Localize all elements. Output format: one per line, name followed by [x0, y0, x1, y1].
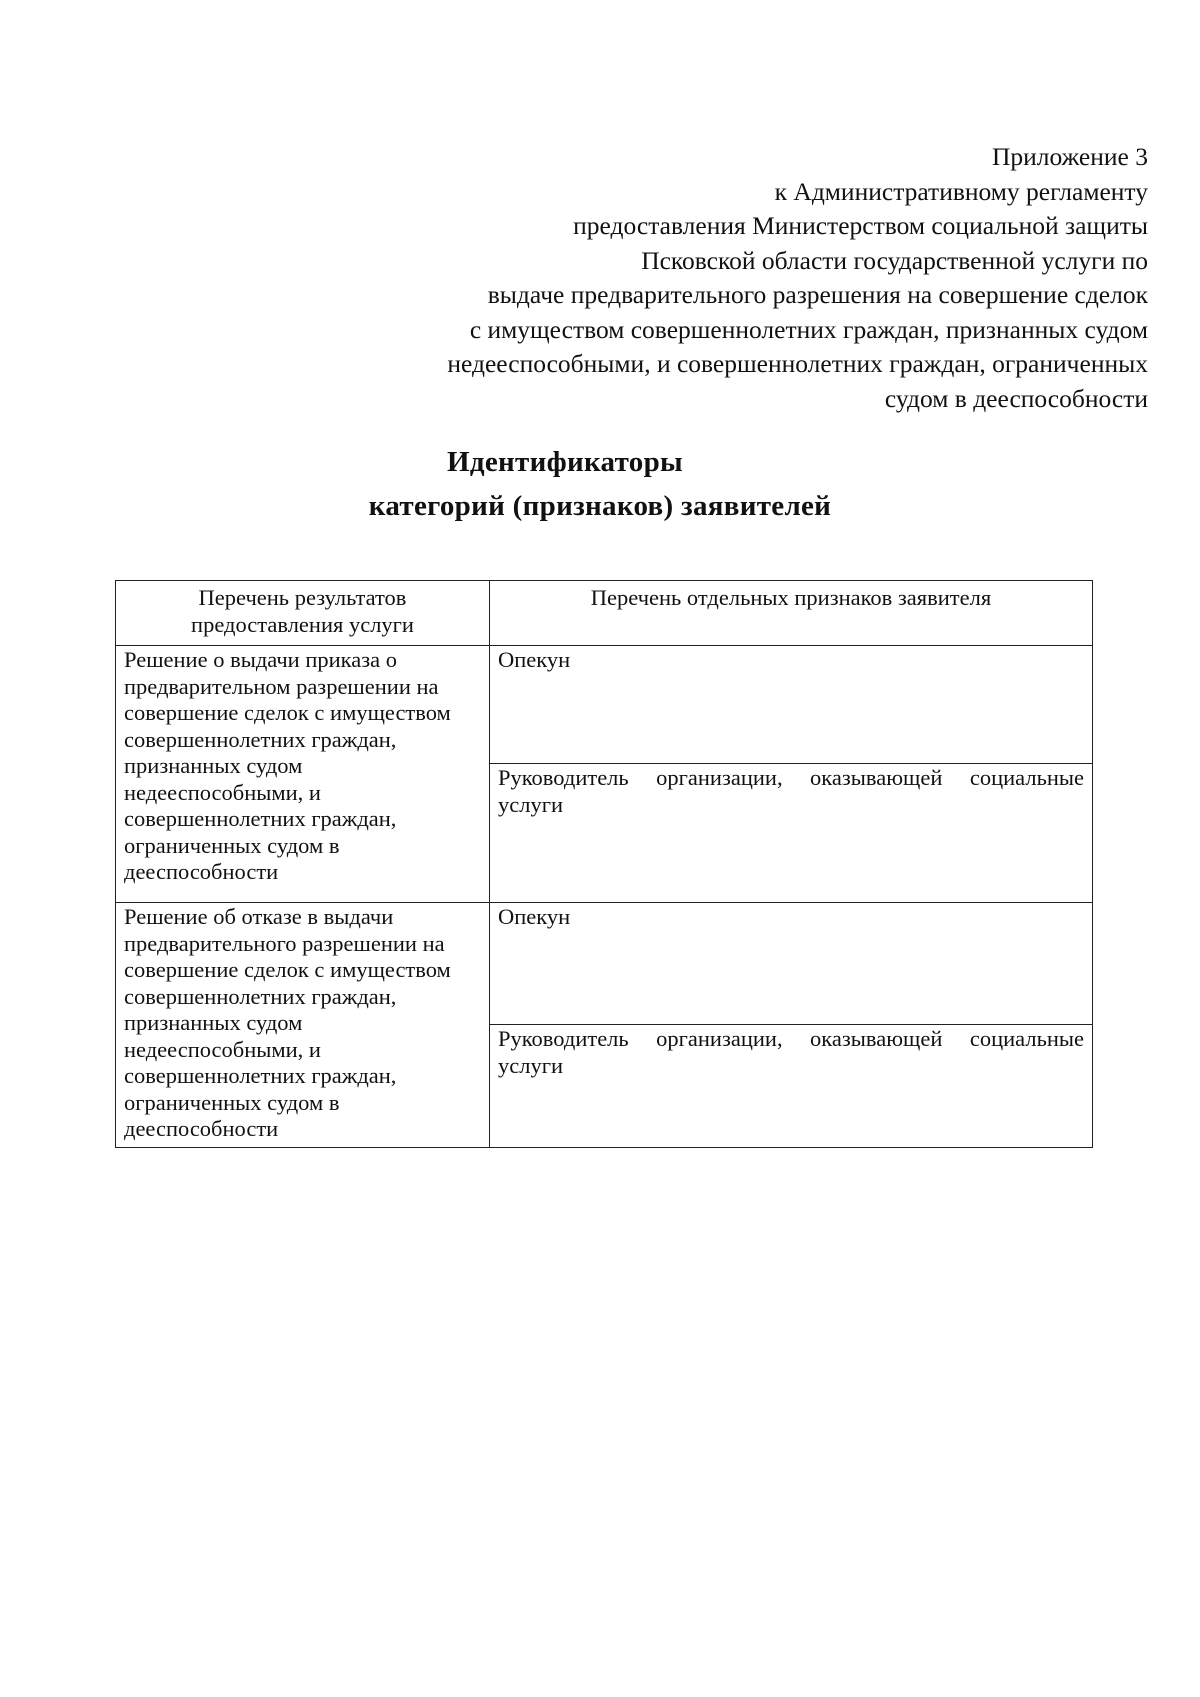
- appendix-line: Приложение 3: [992, 142, 1148, 171]
- document-title-line1: Идентификаторы: [447, 446, 683, 478]
- result-cell: Решение о выдачи приказа о предварительном разрешении на совершение сделок с имуществом совершеннолетних граждан, признанных судом недееспособными, и совершеннолетних граждан, ограниченных судом в дееспособности: [116, 646, 490, 903]
- identifiers-table: [115, 580, 1093, 1148]
- table-header-results: Перечень результатов предоставления услуги: [116, 581, 490, 646]
- table-header-row: [116, 581, 1093, 646]
- appendix-line: выдаче предварительного разрешения на совершение сделок: [487, 280, 1148, 309]
- appendix-line: недееспособными, и совершеннолетних граждан, ограниченных: [447, 349, 1148, 378]
- result-cell: Решение об отказе в выдачи предварительного разрешении на совершение сделок с имуществом совершеннолетних граждан, признанных судом недееспособными, и совершеннолетних граждан, ограниченных судом в дееспособности: [116, 903, 490, 1148]
- appendix-line: судом в дееспособности: [884, 383, 1148, 413]
- appendix-header: [328, 140, 1148, 416]
- sign-cell: Руководитель организации, оказывающей социальные услуги: [490, 1025, 1093, 1147]
- table-row: [116, 646, 1093, 764]
- sign-cell: Опекун: [490, 903, 1093, 1025]
- sign-cell: Руководитель организации, оказывающей социальные услуги: [490, 764, 1093, 903]
- document-title-line2: категорий (признаков) заявителей: [368, 490, 832, 522]
- sign-cell: Опекун: [490, 646, 1093, 764]
- document-title: [0, 440, 1200, 528]
- appendix-line: Псковской области государственной услуги по: [641, 245, 1148, 275]
- table-row: [116, 903, 1093, 1025]
- appendix-line: с имуществом совершеннолетних граждан, признанных судом: [469, 314, 1148, 344]
- appendix-line: предоставления Министерством социальной защиты: [573, 211, 1148, 240]
- table-header-signs: Перечень отдельных признаков заявителя: [490, 581, 1093, 646]
- appendix-line: к Административному регламенту: [774, 176, 1148, 206]
